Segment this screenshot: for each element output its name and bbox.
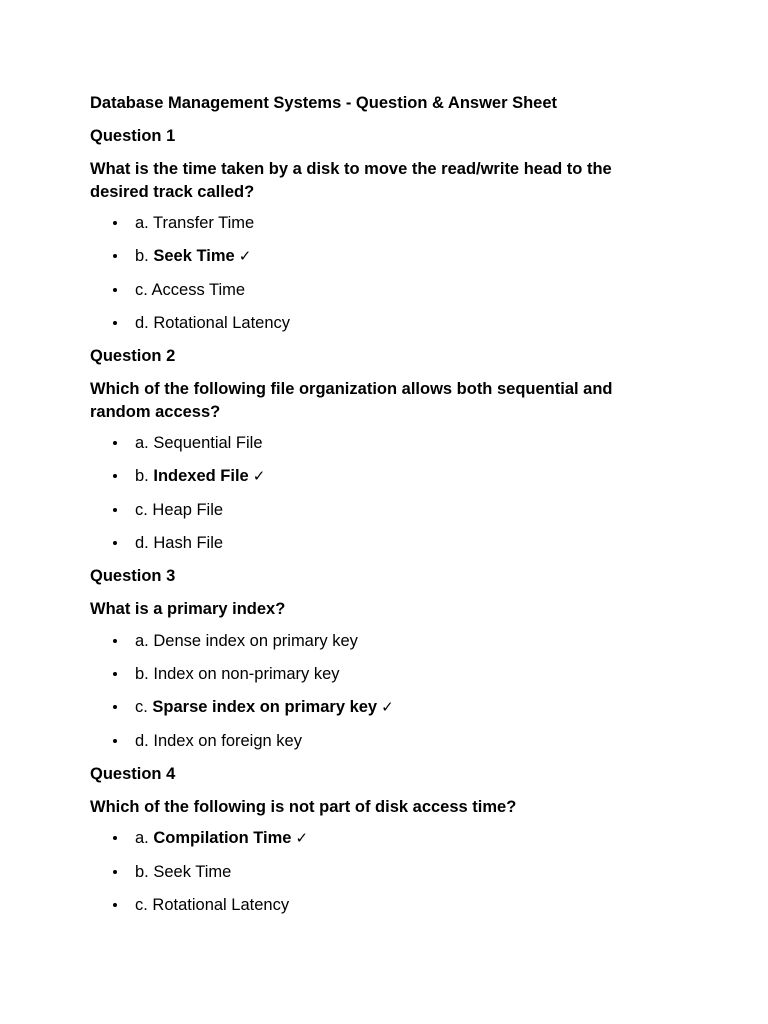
option-text: Seek Time [153, 247, 235, 265]
bullet-icon [113, 672, 117, 676]
option-prefix: c. [135, 281, 152, 299]
option-text: Hash File [153, 534, 224, 552]
option-prefix: a. [135, 214, 154, 232]
question-label: Question 2 [90, 347, 176, 365]
option-prefix: a. [135, 829, 154, 847]
option-text: Rotational Latency [153, 314, 291, 332]
answer-option-correct [90, 246, 670, 266]
question-block-3 [90, 566, 670, 751]
option-text: Access Time [151, 281, 246, 299]
answer-option [90, 895, 670, 915]
answer-option [90, 731, 670, 751]
option-text: Compilation Time [153, 829, 292, 847]
bullet-icon [113, 221, 117, 225]
option-prefix: a. [135, 434, 154, 452]
option-text: Sparse index on primary key [152, 697, 378, 716]
bullet-icon [113, 541, 117, 545]
bullet-icon [113, 508, 117, 512]
answer-options [90, 631, 670, 751]
question-text: Which of the following is not part of disk access time? [90, 797, 517, 816]
option-text: Dense index on primary key [153, 631, 358, 650]
answer-option [90, 433, 670, 453]
answer-option [90, 631, 670, 651]
answer-option [90, 533, 670, 553]
option-prefix: b. [135, 664, 154, 683]
option-prefix: d. [135, 314, 154, 332]
bullet-icon [113, 870, 117, 874]
check-mark-icon: ✓ [238, 247, 252, 265]
check-mark-icon: ✓ [252, 467, 266, 485]
bullet-icon [113, 474, 117, 478]
question-label: Question 1 [90, 127, 176, 145]
check-mark-icon: ✓ [295, 829, 309, 847]
bullet-icon [113, 441, 117, 445]
option-text: Seek Time [153, 863, 232, 881]
answer-option-correct [90, 466, 670, 486]
question-label: Question 3 [90, 567, 176, 585]
question-block-2 [90, 346, 670, 553]
option-text: Sequential File [153, 434, 263, 452]
option-text: Index on non-primary key [153, 664, 340, 683]
question-block-4 [90, 764, 670, 916]
answer-options [90, 828, 670, 915]
answer-option [90, 213, 670, 233]
option-prefix: d. [135, 534, 154, 552]
question-block-1 [90, 126, 670, 333]
option-prefix: b. [135, 863, 154, 881]
bullet-icon [113, 288, 117, 292]
question-label: Question 4 [90, 764, 176, 783]
answer-option [90, 313, 670, 333]
question-text: What is the time taken by a disk to move the read/write head to the desired track called? [90, 160, 612, 201]
bullet-icon [113, 639, 117, 643]
question-text: Which of the following file organization allows both sequential and random access? [90, 380, 613, 421]
option-text: Index on foreign key [153, 731, 302, 750]
answer-options [90, 213, 670, 333]
answer-option [90, 664, 670, 684]
bullet-icon [113, 836, 117, 840]
question-list [90, 126, 670, 915]
answer-option [90, 280, 670, 300]
option-text: Rotational Latency [152, 896, 290, 914]
answer-option-correct [90, 828, 670, 848]
bullet-icon [113, 321, 117, 325]
option-prefix: b. [135, 467, 154, 485]
answer-option [90, 862, 670, 882]
document-title: Database Management Systems - Question & Answer Sheet [90, 94, 558, 112]
qa-sheet [90, 93, 670, 928]
option-text: Transfer Time [153, 214, 255, 232]
bullet-icon [113, 254, 117, 258]
bullet-icon [113, 705, 117, 709]
option-prefix: c. [135, 896, 153, 914]
option-prefix: a. [135, 631, 154, 650]
option-text: Heap File [152, 501, 224, 519]
bullet-icon [113, 903, 117, 907]
answer-option [90, 500, 670, 520]
option-prefix: c. [135, 697, 153, 716]
option-prefix: c. [135, 501, 153, 519]
option-prefix: b. [135, 247, 154, 265]
check-mark-icon: ✓ [381, 697, 394, 716]
bullet-icon [113, 739, 117, 743]
answer-option-correct [90, 697, 670, 717]
option-prefix: d. [135, 731, 154, 750]
answer-options [90, 433, 670, 553]
option-text: Indexed File [153, 467, 249, 485]
question-text: What is a primary index? [90, 600, 286, 618]
